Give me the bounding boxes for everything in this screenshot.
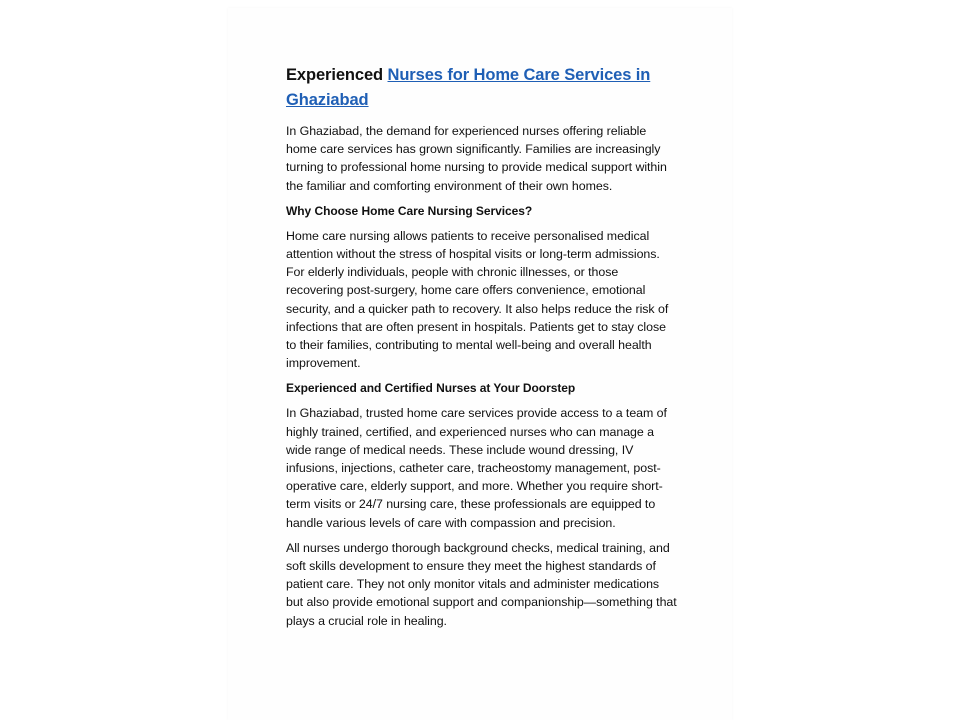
background-checks-paragraph: All nurses undergo thorough background checks, medical training, and soft skills development to ensure they meet the highest standards of patient care. They not only monitor vitals and administer medications but also provide emotional support and companionship—something that plays a crucial role in healing.: [286, 540, 677, 628]
page-content: [286, 63, 678, 637]
section-heading-certified-nurses: Experienced and Certified Nurses at Your Doorstep: [286, 381, 576, 396]
title-link[interactable]: Nurses for Home Care Services in Ghaziabad: [286, 66, 651, 109]
section-heading-why-choose: Why Choose Home Care Nursing Services?: [286, 203, 533, 218]
certified-nurses-paragraph: In Ghaziabad, trusted home care services provide access to a team of highly trained, certified, and experienced nurses who can manage a wide range of medical needs. These include wound dressing, IV infusions, injections, catheter care, tracheostomy management, post-operative care, elderly support, and more. Whether you require short-term visits or 24/7 nursing care, these professionals are equipped to handle various levels of care with compassion and precision.: [286, 406, 667, 530]
why-choose-paragraph: Home care nursing allows patients to receive personalised medical attention without the stress of hospital visits or long-term admissions. For elderly individuals, people with chronic illnesses, or those recovering post-surgery, home care offers convenience, emotional security, and a quicker path to recovery. It also helps reduce the risk of infections that are often present in hospitals. Patients get to stay close to their families, contributing to mental well-being and overall health improvement.: [286, 228, 669, 371]
page-title: [286, 63, 678, 113]
title-plain-text: Experienced: [286, 66, 384, 84]
document-page: [228, 8, 732, 720]
intro-paragraph: In Ghaziabad, the demand for experienced nurses offering reliable home care services has grown significantly. Families are increasingly turning to professional home nursing to provide medical support within the familiar and comforting environment of their own homes.: [286, 124, 667, 193]
